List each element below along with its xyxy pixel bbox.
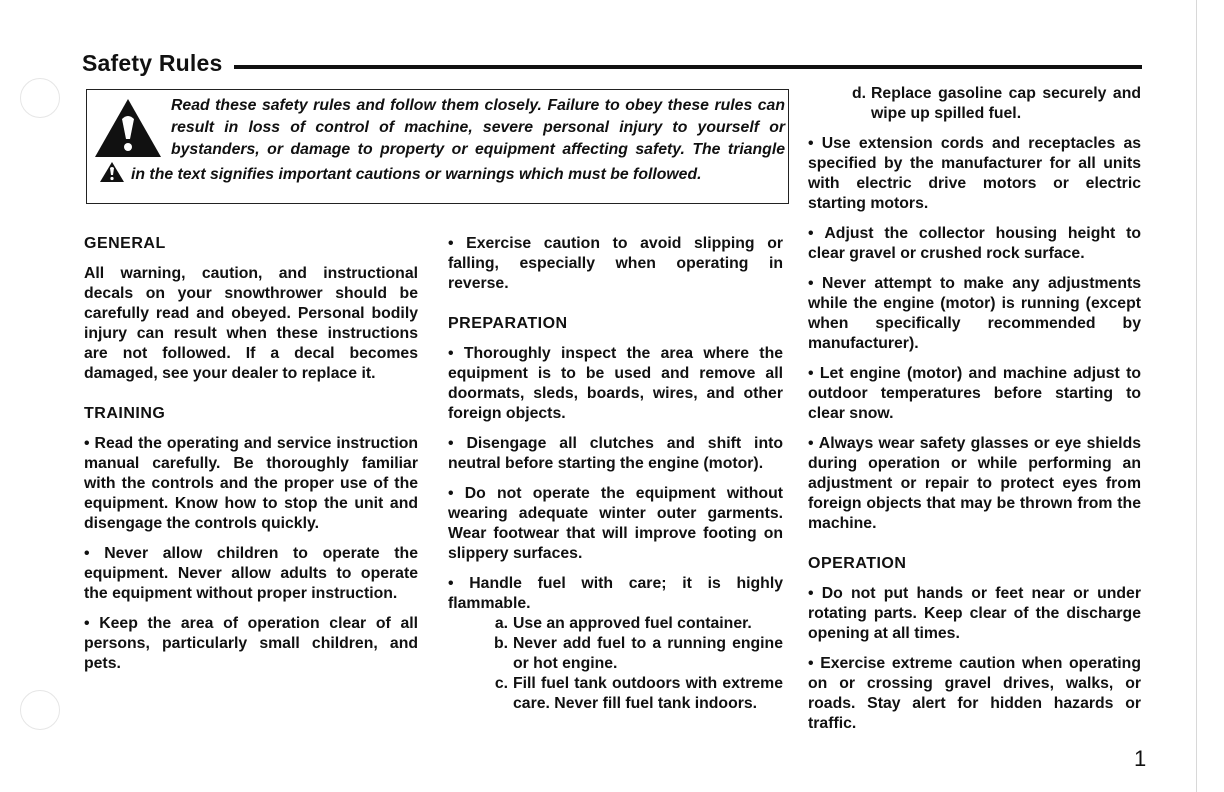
punch-hole-bottom (20, 690, 60, 730)
operation-item: • Exercise extreme caution when operating on or crossing gravel drives, walks, or roads. Stay alert for hidden hazards or traffic. (808, 654, 1141, 734)
fuel-subitem (844, 84, 1141, 124)
fuel-subitem-text: Use an approved fuel container. (513, 615, 752, 632)
punch-hole-top (20, 78, 60, 118)
training-item: • Keep the area of operation clear of all persons, particularly small children, and pets. (84, 614, 418, 674)
fuel-subitem-letter: b. (493, 635, 508, 652)
page-number: 1 (1134, 746, 1147, 771)
fuel-subitem-text: Fill fuel tank outdoors with extreme care. Never fill fuel tank indoors. (513, 675, 783, 712)
column-right (808, 84, 1141, 744)
preparation-item-fuel: • Handle fuel with care; it is highly flammable. (448, 574, 783, 614)
page-edge-line (1196, 0, 1197, 792)
warning-text-part2: in the text signifies important cautions or warnings which must be followed. (131, 166, 702, 183)
warning-text (93, 95, 785, 186)
preparation-item: • Adjust the collector housing height to clear gravel or crushed rock surface. (808, 224, 1141, 264)
fuel-subitem (486, 634, 783, 674)
general-heading: GENERAL (84, 235, 166, 252)
general-text: All warning, caution, and instructional decals on your snowthrower should be carefully read and obeyed. Personal bodily injury can result when these instructions are not followed. If a decal becomes damaged, see your dealer to replace it. (84, 265, 418, 382)
fuel-subitem-text: Replace gasoline cap securely and wipe up spilled fuel. (871, 85, 1141, 122)
training-item: • Read the operating and service instruction manual carefully. Be thoroughly familiar with the controls and the proper use of the equipment. Know how to stop the unit and disengage the controls quickly. (84, 434, 418, 534)
preparation-item: • Let engine (motor) and machine adjust to outdoor temperatures before starting to clear snow. (808, 364, 1141, 424)
warning-triangle-icon (93, 97, 163, 159)
operation-heading: OPERATION (808, 555, 907, 572)
fuel-subitem (486, 614, 783, 634)
training-heading: TRAINING (84, 405, 166, 422)
title-rule (234, 65, 1142, 69)
page-title: Safety Rules (82, 50, 223, 76)
training-item: • Never allow children to operate the equipment. Never allow adults to operate the equipment without proper instruction. (84, 544, 418, 604)
fuel-subitem-letter: a. (494, 615, 508, 632)
column-middle (448, 234, 783, 714)
fuel-sublist (486, 614, 783, 714)
fuel-subitem (486, 674, 783, 714)
small-warning-triangle-icon (99, 161, 125, 183)
preparation-item: • Use extension cords and receptacles as specified by the manufacturer for all units with electric drive motors or electric starting motors. (808, 134, 1141, 214)
preparation-item: • Thoroughly inspect the area where the equipment is to be used and remove all doormats, sleds, boards, wires, and other foreign objects. (448, 344, 783, 424)
preparation-item: • Always wear safety glasses or eye shields during operation or while performing an adjustment or repair to protect eyes from foreign objects that may be thrown from the machine. (808, 434, 1141, 534)
column-left (84, 234, 418, 684)
preparation-item: • Never attempt to make any adjustments while the engine (motor) is running (except when specifically recommended by manufacturer). (808, 274, 1141, 354)
preparation-item: • Do not operate the equipment without wearing adequate winter outer garments. Wear footwear that will improve footing on slippery surfaces. (448, 484, 783, 564)
preparation-item: • Disengage all clutches and shift into neutral before starting the engine (motor). (448, 434, 783, 474)
preparation-heading: PREPARATION (448, 315, 568, 332)
safety-warning-box (86, 89, 789, 204)
title-row (82, 50, 1142, 80)
operation-item: • Do not put hands or feet near or under rotating parts. Keep clear of the discharge opening at all times. (808, 584, 1141, 644)
fuel-subitem-text: Never add fuel to a running engine or hot engine. (513, 635, 783, 672)
fuel-subitem-letter: c. (494, 675, 508, 692)
warning-text-part1: Read these safety rules and follow them closely. Failure to obey these rules can result in loss of control of machine, severe personal injury to yourself or bystanders, or damage to property or equipment affecting safety. The triangle (171, 97, 785, 158)
fuel-subitem-letter: d. (851, 85, 866, 102)
slip-caution-item: • Exercise caution to avoid slipping or falling, especially when operating in reverse. (448, 234, 783, 294)
